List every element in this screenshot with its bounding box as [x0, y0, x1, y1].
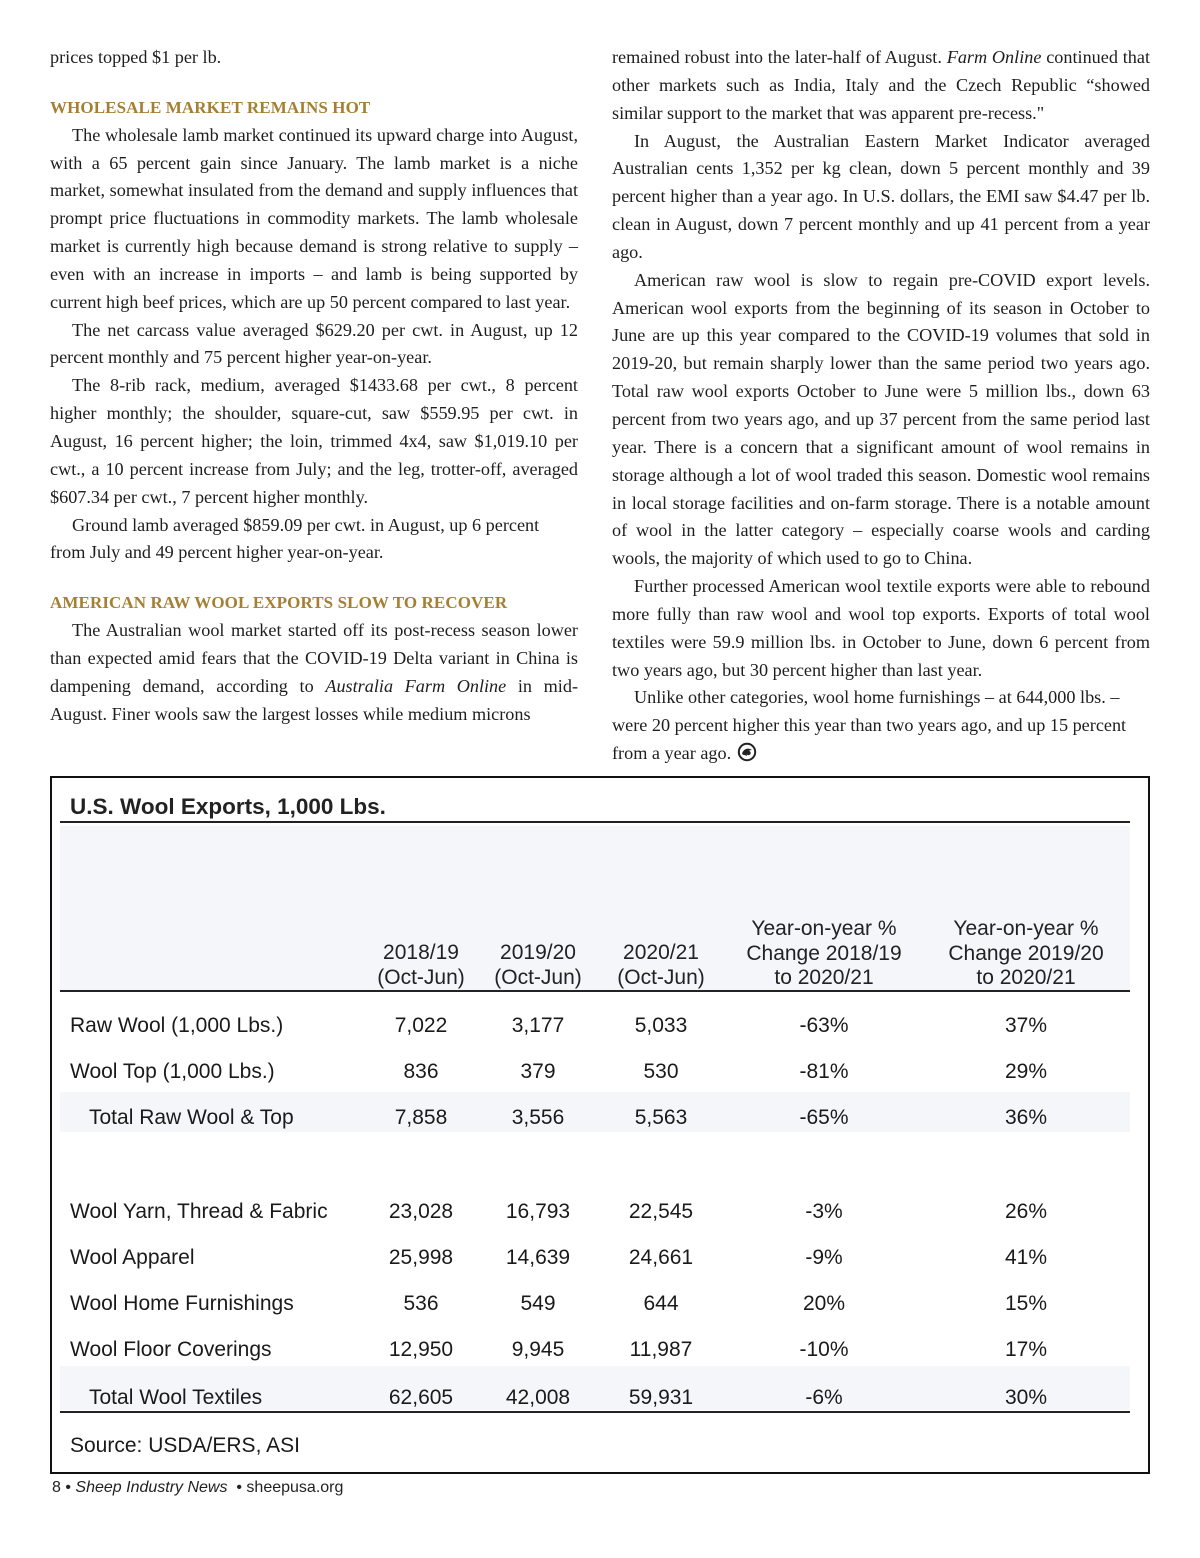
- bottom-rule: [60, 1411, 1130, 1413]
- table-title: U.S. Wool Exports, 1,000 Lbs.: [70, 794, 386, 819]
- table-row: [52, 1060, 1148, 1090]
- table-cell: 30%: [1004, 1386, 1048, 1409]
- end-of-article-icon: [737, 742, 757, 762]
- text-run: remained robust into the later-half of August.: [612, 47, 947, 67]
- text-run: The Australian wool market started off its post-recess season lower than expected amid fears that the COVID-19 Delta variant in China is dampening demand, according to: [50, 620, 578, 696]
- header-line: Change 2019/20: [948, 941, 1104, 965]
- paragraph: Further processed American wool textile exports were able to rebound more fully than raw wool and wool top exports. Exports of total wool textiles were 59.9 million lbs. in October to June, down 6 percent from two years ago, but 30 percent higher than last year.: [612, 576, 1150, 680]
- table-cell: 7,022: [394, 1014, 448, 1037]
- text-run: continued that other markets such as India, Italy and the Czech Republic “showed similar support to the market that was apparent pre-recess.": [612, 47, 1150, 123]
- header-line: 2020/21: [623, 941, 699, 964]
- article-right-column: [612, 44, 1150, 768]
- header-2018-19: [377, 941, 465, 990]
- table-cell: 836: [403, 1060, 439, 1083]
- header-line: to 2020/21: [976, 966, 1076, 989]
- table-cell: -9%: [805, 1246, 843, 1269]
- page-number: 8: [52, 1479, 61, 1496]
- text-run: Unlike other categories, wool home furnishings – at 644,000 lbs. – were 20 percent higher this year than two years ago, and up 15 percent from a year ago.: [612, 687, 1127, 764]
- table-cell: 7,858: [394, 1106, 448, 1129]
- table-cell: 25,998: [388, 1246, 454, 1269]
- section-heading: AMERICAN RAW WOOL EXPORTS SLOW TO RECOVER: [50, 593, 508, 613]
- table-cell: 24,661: [628, 1246, 694, 1269]
- header-yoy-2018-19: [746, 917, 901, 991]
- table-cell: 5,563: [634, 1106, 688, 1129]
- table-cell: 530: [643, 1060, 679, 1083]
- row-label: Wool Apparel: [70, 1246, 195, 1269]
- row-label: Wool Floor Coverings: [70, 1338, 272, 1361]
- header-yoy-2019-20: [948, 917, 1103, 991]
- paragraph: The net carcass value averaged $629.20 per cwt. in August, up 12 percent monthly and 75 percent higher year-on-year.: [50, 319, 578, 368]
- table-cell: 14,639: [505, 1246, 571, 1269]
- text-run: in mid-August. Finer wools saw the largest losses while medium microns: [50, 675, 579, 724]
- table-cell: 29%: [1004, 1060, 1048, 1083]
- table-cell: 17%: [1004, 1338, 1048, 1361]
- paragraph: [612, 44, 1150, 128]
- header-line: (Oct-Jun): [494, 965, 582, 989]
- row-label: Wool Yarn, Thread & Fabric: [70, 1200, 328, 1223]
- table-cell: 549: [520, 1292, 556, 1315]
- source-name: Farm Online: [946, 47, 1042, 67]
- source-name: Australia Farm Online: [325, 675, 507, 696]
- table-cell: -6%: [805, 1386, 843, 1409]
- page-footer: 8 • Sheep Industry News • sheepusa.org: [52, 1479, 344, 1496]
- table-cell: 62,605: [388, 1386, 454, 1409]
- table-cell: -10%: [799, 1338, 849, 1361]
- row-label: Wool Home Furnishings: [70, 1292, 294, 1315]
- table-cell: -63%: [799, 1014, 849, 1037]
- table-row: [52, 1338, 1148, 1368]
- table-source: Source: USDA/ERS, ASI: [70, 1434, 300, 1457]
- table-cell: 379: [520, 1060, 556, 1083]
- table-cell: 42,008: [505, 1386, 571, 1409]
- row-label: Wool Top (1,000 Lbs.): [70, 1060, 275, 1083]
- table-cell: 644: [643, 1292, 679, 1315]
- wool-exports-table: [50, 776, 1150, 1474]
- table-cell: 3,556: [511, 1106, 565, 1129]
- header-line: 2018/19: [383, 941, 459, 964]
- paragraph: Ground lamb averaged $859.09 per cwt. in August, up 6 percent from July and 49 percent higher year-on-year.: [50, 514, 540, 563]
- paragraph: American raw wool is slow to regain pre-COVID export levels. American wool exports from the beginning of its season in October to June are up this year compared to the COVID-19 volumes that sold in 2019-20, but remain sharply lower than the same period two years ago. Total raw wool exports October to June were 5 million lbs., down 63 percent from two years ago, and up 37 percent from the same period last year. There is a concern that a significant amount of wool remains in storage although a lot of wool traded this season. Domestic wool remains in local storage facilities and on-farm storage. There is a notable amount of wool in the latter category – especially coarse wools and carding wools, the majority of which used to go to China.: [612, 269, 1150, 569]
- table-cell: 37%: [1004, 1014, 1048, 1037]
- table-cell: -81%: [799, 1060, 849, 1083]
- table-cell: 41%: [1004, 1246, 1048, 1269]
- paragraph: prices topped $1 per lb.: [50, 47, 222, 67]
- table-cell: 20%: [802, 1292, 846, 1315]
- header-line: 2019/20: [500, 941, 576, 964]
- table-cell: 11,987: [629, 1338, 693, 1361]
- website: sheepusa.org: [246, 1479, 344, 1496]
- table-cell: 26%: [1004, 1200, 1048, 1223]
- header-line: Change 2018/19: [746, 941, 902, 965]
- table-row: [52, 1106, 1148, 1136]
- header-line: Year-on-year %: [953, 917, 1099, 940]
- paragraph: The 8-rib rack, medium, averaged $1433.68 per cwt., 8 percent higher monthly; the shoulder, square-cut, saw $559.95 per cwt. in August, 16 percent higher; the loin, trimmed 4x4, saw $1,019.10 per cwt., a 10 percent increase from July; and the leg, trotter-off, averaged $607.34 per cwt., 7 percent higher monthly.: [50, 375, 578, 507]
- header-line: to 2020/21: [774, 966, 874, 989]
- table-cell: 3,177: [511, 1014, 565, 1037]
- header-line: (Oct-Jun): [617, 965, 705, 989]
- table-cell: 15%: [1004, 1292, 1048, 1315]
- section-heading: WHOLESALE MARKET REMAINS HOT: [50, 97, 371, 117]
- table-row: [52, 1014, 1148, 1044]
- row-label: Raw Wool (1,000 Lbs.): [70, 1014, 284, 1037]
- title-rule: [60, 821, 1130, 823]
- header-2019-20: [494, 941, 582, 990]
- header-line: Year-on-year %: [751, 917, 897, 940]
- paragraph: In August, the Australian Eastern Market Indicator averaged Australian cents 1,352 per kg clean, down 5 percent monthly and 39 percent higher than a year ago. In U.S. dollars, the EMI saw $4.47 per lb. clean in August, down 7 percent monthly and up 41 percent from a year ago.: [612, 130, 1150, 262]
- table-cell: 22,545: [628, 1200, 694, 1223]
- paragraph: The wholesale lamb market continued its upward charge into August, with a 65 percent gain since January. The lamb market is a niche market, somewhat insulated from the demand and supply influences that prompt price fluctuations in commodity markets. The lamb wholesale market is currently high because demand is strong relative to supply – even with an increase in imports – and lamb is being supported by current high beef prices, which are up 50 percent compared to last year.: [50, 124, 578, 312]
- table-row: [52, 1292, 1148, 1322]
- table-cell: 23,028: [388, 1200, 454, 1223]
- header-rule: [60, 990, 1130, 992]
- publication-name: Sheep Industry News: [75, 1479, 228, 1496]
- table-cell: 59,931: [628, 1386, 694, 1409]
- paragraph: [50, 617, 578, 728]
- header-2020-21: [617, 941, 705, 990]
- article-left-column: [50, 44, 578, 728]
- row-label: Total Wool Textiles: [89, 1386, 263, 1409]
- table-cell: 5,033: [634, 1014, 688, 1037]
- header-line: (Oct-Jun): [377, 965, 465, 989]
- table-row: [52, 1246, 1148, 1276]
- table-cell: -3%: [805, 1200, 843, 1223]
- row-label: Total Raw Wool & Top: [89, 1106, 294, 1129]
- table-cell: 16,793: [505, 1200, 571, 1223]
- table-cell: 536: [403, 1292, 439, 1315]
- table-cell: -65%: [799, 1106, 849, 1129]
- table-cell: 12,950: [388, 1338, 454, 1361]
- paragraph: [612, 684, 1150, 768]
- table-row: [52, 1200, 1148, 1230]
- table-cell: 9,945: [511, 1338, 565, 1361]
- table-cell: 36%: [1004, 1106, 1048, 1129]
